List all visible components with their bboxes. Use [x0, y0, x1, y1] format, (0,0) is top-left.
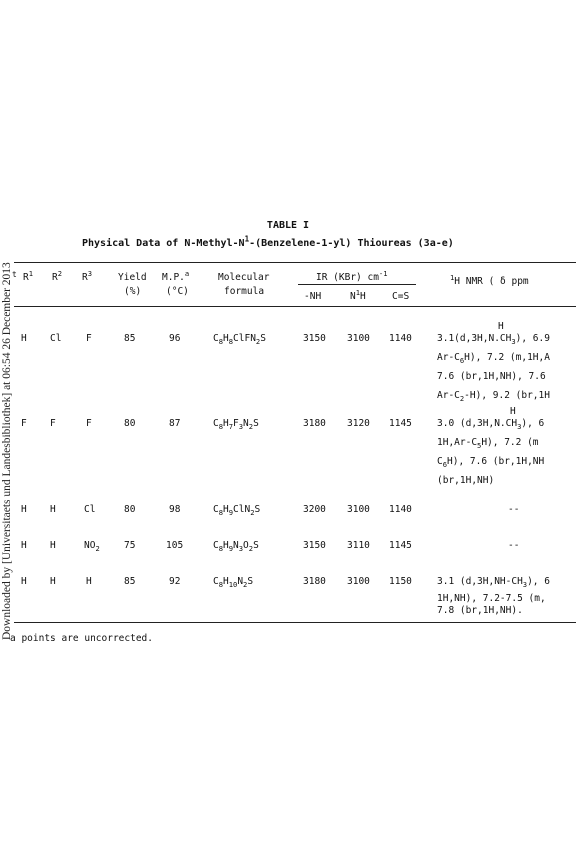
header-ir-underline — [298, 284, 416, 285]
header-r3: $R^3$ — [82, 268, 93, 283]
cell-ir-cs: 1145 — [389, 540, 412, 551]
cell-ir-nh: 3180 — [303, 418, 326, 429]
cell-nmr-line: 7.8 (br,1H,NH). — [437, 605, 523, 616]
cell-nmr-line: $3.1(d,3H,N.CH_3)$, 6.9 — [437, 333, 550, 346]
cell-nmr-empty: -- — [508, 504, 520, 515]
cell-r3: F — [86, 333, 92, 344]
cell-yield: 85 — [124, 333, 136, 344]
cell-ir-n1h: 3100 — [347, 576, 370, 587]
cell-r3: H — [86, 576, 92, 587]
header-r1: $R^1$ — [23, 268, 34, 283]
header-formula-2: formula — [224, 286, 265, 297]
cell-r1: H — [21, 540, 27, 551]
cell-nmr-line: $1H,Ar-C_5H$), 7.2 (m — [437, 437, 539, 450]
header-ir-cs: C=S — [392, 291, 410, 302]
cell-mp: 96 — [169, 333, 181, 344]
cell-ir-cs: 1145 — [389, 418, 412, 429]
cell-nmr-line: (br,1H,NH) — [437, 475, 495, 486]
cell-mp: 92 — [169, 576, 181, 587]
cell-ir-nh: 3180 — [303, 576, 326, 587]
header-nmr: $^1$H NMR ( δ ppm — [450, 272, 529, 287]
header-yield: Yield — [118, 272, 147, 283]
cell-r3: $NO_2$ — [84, 540, 100, 553]
cell-r2: Cl — [50, 333, 62, 344]
header-partial-glyph: t — [12, 270, 17, 279]
table-bottom-rule — [14, 622, 576, 623]
cell-ir-nh: 3200 — [303, 504, 326, 515]
cell-nmr-line: $C_6H$), 7.6 (br,1H,NH — [437, 456, 545, 469]
cell-ir-n1h: 3100 — [347, 333, 370, 344]
cell-mp: 105 — [166, 540, 184, 551]
cell-ir-n1h: 3100 — [347, 504, 370, 515]
cell-mp: 98 — [169, 504, 181, 515]
cell-r1: H — [21, 576, 27, 587]
cell-nmr-line: 3.0 $(d,3H,N.CH_3)$, 6 — [437, 418, 545, 431]
cell-mp: 87 — [169, 418, 181, 429]
cell-nmr-line: $Ar-C_2-H$), 9.2 (br,1H — [437, 390, 550, 403]
cell-r2: H — [50, 540, 56, 551]
cell-nmr-line: $Ar-C_6H$), 7.2 (m,1H,A — [437, 352, 550, 365]
cell-formula: $C_8H_{10}N_2S$ — [213, 576, 254, 589]
cell-nmr-h-mark: H — [498, 321, 504, 332]
cell-formula: $C_8H_7F_3N_2S$ — [213, 418, 259, 431]
header-ir-n1h: $N^1H$ — [350, 287, 366, 302]
header-formula-1: Molecular — [218, 272, 270, 283]
cell-nmr-line: 1H,NH), 7.2-7.5 (m, — [437, 593, 546, 604]
download-watermark: Downloaded by [Universitaets und Landesbibliothek] at 06:54 26 December 2013 — [1, 262, 13, 640]
cell-nmr-line: 7.6 (br,1H,NH), 7.6 — [437, 371, 546, 382]
header-mp: M.P.$^a$ — [162, 268, 190, 283]
table-subtitle: Physical Data of $N-Methyl-N^1-(Benzelene-1-yl)$ Thioureas (3a-e) — [82, 234, 454, 249]
cell-ir-n1h: 3120 — [347, 418, 370, 429]
cell-nmr-line: 3.1 $(d,3H,NH-CH_3)$, 6 — [437, 576, 550, 589]
header-yield-unit: (%) — [124, 286, 142, 297]
cell-r1: H — [21, 504, 27, 515]
cell-formula: $C_8H_9N_3O_2S$ — [213, 540, 259, 553]
header-top-rule — [14, 262, 576, 263]
table-footnote: a points are uncorrected. — [10, 633, 153, 644]
table-title: TABLE I — [266, 220, 310, 231]
header-ir-nh: -NH — [304, 291, 322, 302]
cell-ir-cs: 1140 — [389, 504, 412, 515]
cell-ir-nh: 3150 — [303, 540, 326, 551]
cell-yield: 85 — [124, 576, 136, 587]
cell-formula: $C_8H_9ClN_2S$ — [213, 504, 261, 517]
cell-r2: H — [50, 576, 56, 587]
cell-yield: 80 — [124, 504, 136, 515]
cell-ir-nh: 3150 — [303, 333, 326, 344]
cell-r1: F — [21, 418, 27, 429]
cell-r2: F — [50, 418, 56, 429]
cell-r2: H — [50, 504, 56, 515]
cell-nmr-h-mark: H — [510, 406, 516, 417]
header-mp-unit: (°C) — [166, 286, 189, 297]
cell-yield: 80 — [124, 418, 136, 429]
header-ir: IR (KBr) $cm^{-1}$ — [316, 268, 388, 283]
cell-formula: $C_8H_8ClFN_2S$ — [213, 333, 266, 346]
cell-ir-n1h: 3110 — [347, 540, 370, 551]
header-r2: $R^2$ — [52, 268, 63, 283]
cell-r1: H — [21, 333, 27, 344]
cell-ir-cs: 1150 — [389, 576, 412, 587]
cell-r3: F — [86, 418, 92, 429]
header-bottom-rule — [14, 306, 576, 307]
cell-yield: 75 — [124, 540, 136, 551]
cell-ir-cs: 1140 — [389, 333, 412, 344]
cell-nmr-empty: -- — [508, 540, 520, 551]
cell-r3: Cl — [84, 504, 96, 515]
